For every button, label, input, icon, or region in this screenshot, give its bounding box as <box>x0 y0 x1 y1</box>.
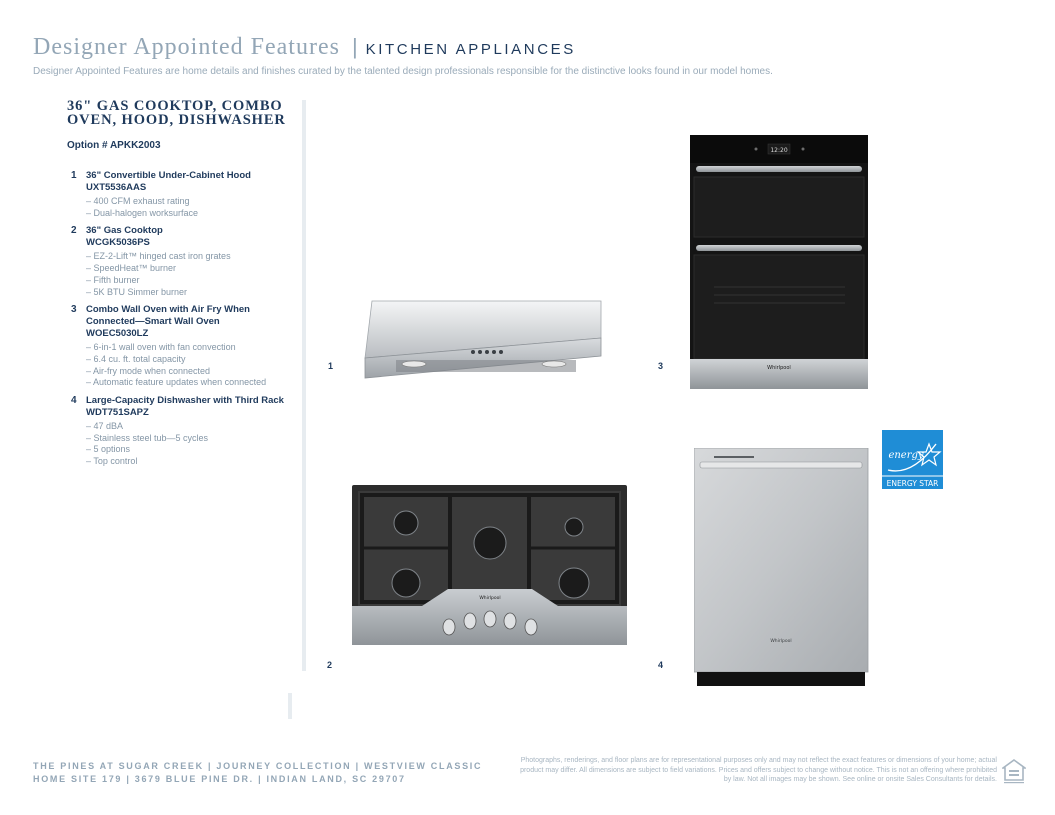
item-number: 2 <box>71 225 77 237</box>
page-title: Designer Appointed Features <box>33 34 340 60</box>
legal-disclaimer: Photographs, renderings, and floor plans are for representational purposes only and may not reflect the exact features or dimensions of your home; actual product may differ. All dimensions are subject to field variations. Prices and offers subject to change without notice. This is not an offering where prohibited by law. Not all images may be shown. See online or onsite Sales Consultants for details. <box>520 757 997 783</box>
item-feature: – Top control <box>86 456 138 467</box>
image-label-cooktop: 2 <box>327 660 333 670</box>
page-subtitle: KITCHEN APPLIANCES <box>365 41 576 58</box>
item-name: 36" Gas Cooktop <box>86 225 163 237</box>
feature-item-dishwasher <box>67 395 297 468</box>
oven-brand-text: Whirlpool <box>767 365 791 371</box>
item-name: Combo Wall Oven with Air Fry When <box>86 304 250 316</box>
item-number: 1 <box>71 170 77 181</box>
item-feature: – 5K BTU Simmer burner <box>86 286 188 297</box>
divider-bar <box>302 100 306 671</box>
item-model: WDT751SAPZ <box>86 407 149 419</box>
item-number: 4 <box>71 395 77 407</box>
energy-star-script: energy <box>888 450 924 461</box>
image-label-hood: 1 <box>328 361 334 371</box>
item-model: UXT5536AAS <box>86 182 147 193</box>
dishwasher-brand-text: Whirlpool <box>770 639 792 644</box>
wall-oven-image <box>690 135 870 391</box>
gas-cooktop-image <box>352 485 628 647</box>
package-title-line1: 36" GAS COOKTOP, COMBO <box>67 98 283 114</box>
oven-clock-text: 12:20 <box>770 147 788 154</box>
item-feature: – 6.4 cu. ft. total capacity <box>86 353 186 364</box>
feature-item-wall-oven <box>67 304 297 389</box>
feature-item-cooktop <box>67 225 297 298</box>
item-feature: – Dual-halogen worksurface <box>86 207 199 218</box>
page-description: Designer Appointed Features are home details and finishes curated by the talented design professionals responsible for the distinctive looks found in our model homes. <box>33 66 773 77</box>
energy-star-logo <box>882 430 944 490</box>
community-line: THE PINES AT SUGAR CREEK | JOURNEY COLLECTION | WESTVIEW CLASSIC <box>33 761 483 771</box>
cooktop-brand-text: Whirlpool <box>479 596 501 601</box>
item-name: Connected—Smart Wall Oven <box>86 316 220 328</box>
package-title-line2: OVEN, HOOD, DISHWASHER <box>67 112 286 128</box>
item-feature: – 5 options <box>86 444 131 455</box>
item-feature: – 47 dBA <box>86 421 124 432</box>
dishwasher-image <box>694 448 870 688</box>
item-name: Large-Capacity Dishwasher with Third Rack <box>86 395 284 407</box>
title-separator: | <box>351 34 358 59</box>
item-feature: – Automatic feature updates when connected <box>86 377 267 388</box>
divider-bar-small <box>288 693 292 719</box>
item-model: WOEC5030LZ <box>86 328 149 340</box>
package-title <box>67 99 297 127</box>
image-label-oven: 3 <box>658 361 664 371</box>
item-feature: – Air-fry mode when connected <box>86 365 211 376</box>
address-line: HOME SITE 179 | 3679 BLUE PINE DR. | INDIAN LAND, SC 29707 <box>33 774 406 784</box>
item-name: 36" Convertible Under-Cabinet Hood <box>86 170 251 181</box>
image-label-dishwasher: 4 <box>658 660 664 670</box>
feature-item-hood <box>67 170 297 219</box>
community-info <box>33 760 482 786</box>
item-number: 3 <box>71 304 77 316</box>
energy-star-label: ENERGY STAR <box>886 479 939 488</box>
item-feature: – Fifth burner <box>86 274 140 285</box>
item-feature: – 400 CFM exhaust rating <box>86 196 190 206</box>
item-feature: – 6-in-1 wall oven with fan convection <box>86 342 236 353</box>
equal-housing-opportunity-icon <box>1002 758 1026 784</box>
feature-list <box>67 170 297 474</box>
item-feature: – Stainless steel tub—5 cycles <box>86 432 209 443</box>
range-hood-image <box>356 298 606 382</box>
item-feature: – SpeedHeat™ burner <box>86 263 177 274</box>
option-number: Option # APKK2003 <box>67 140 161 151</box>
item-feature: – EZ-2-Lift™ hinged cast iron grates <box>86 251 231 262</box>
page-header <box>33 34 576 61</box>
item-model: WCGK5036PS <box>86 237 150 249</box>
